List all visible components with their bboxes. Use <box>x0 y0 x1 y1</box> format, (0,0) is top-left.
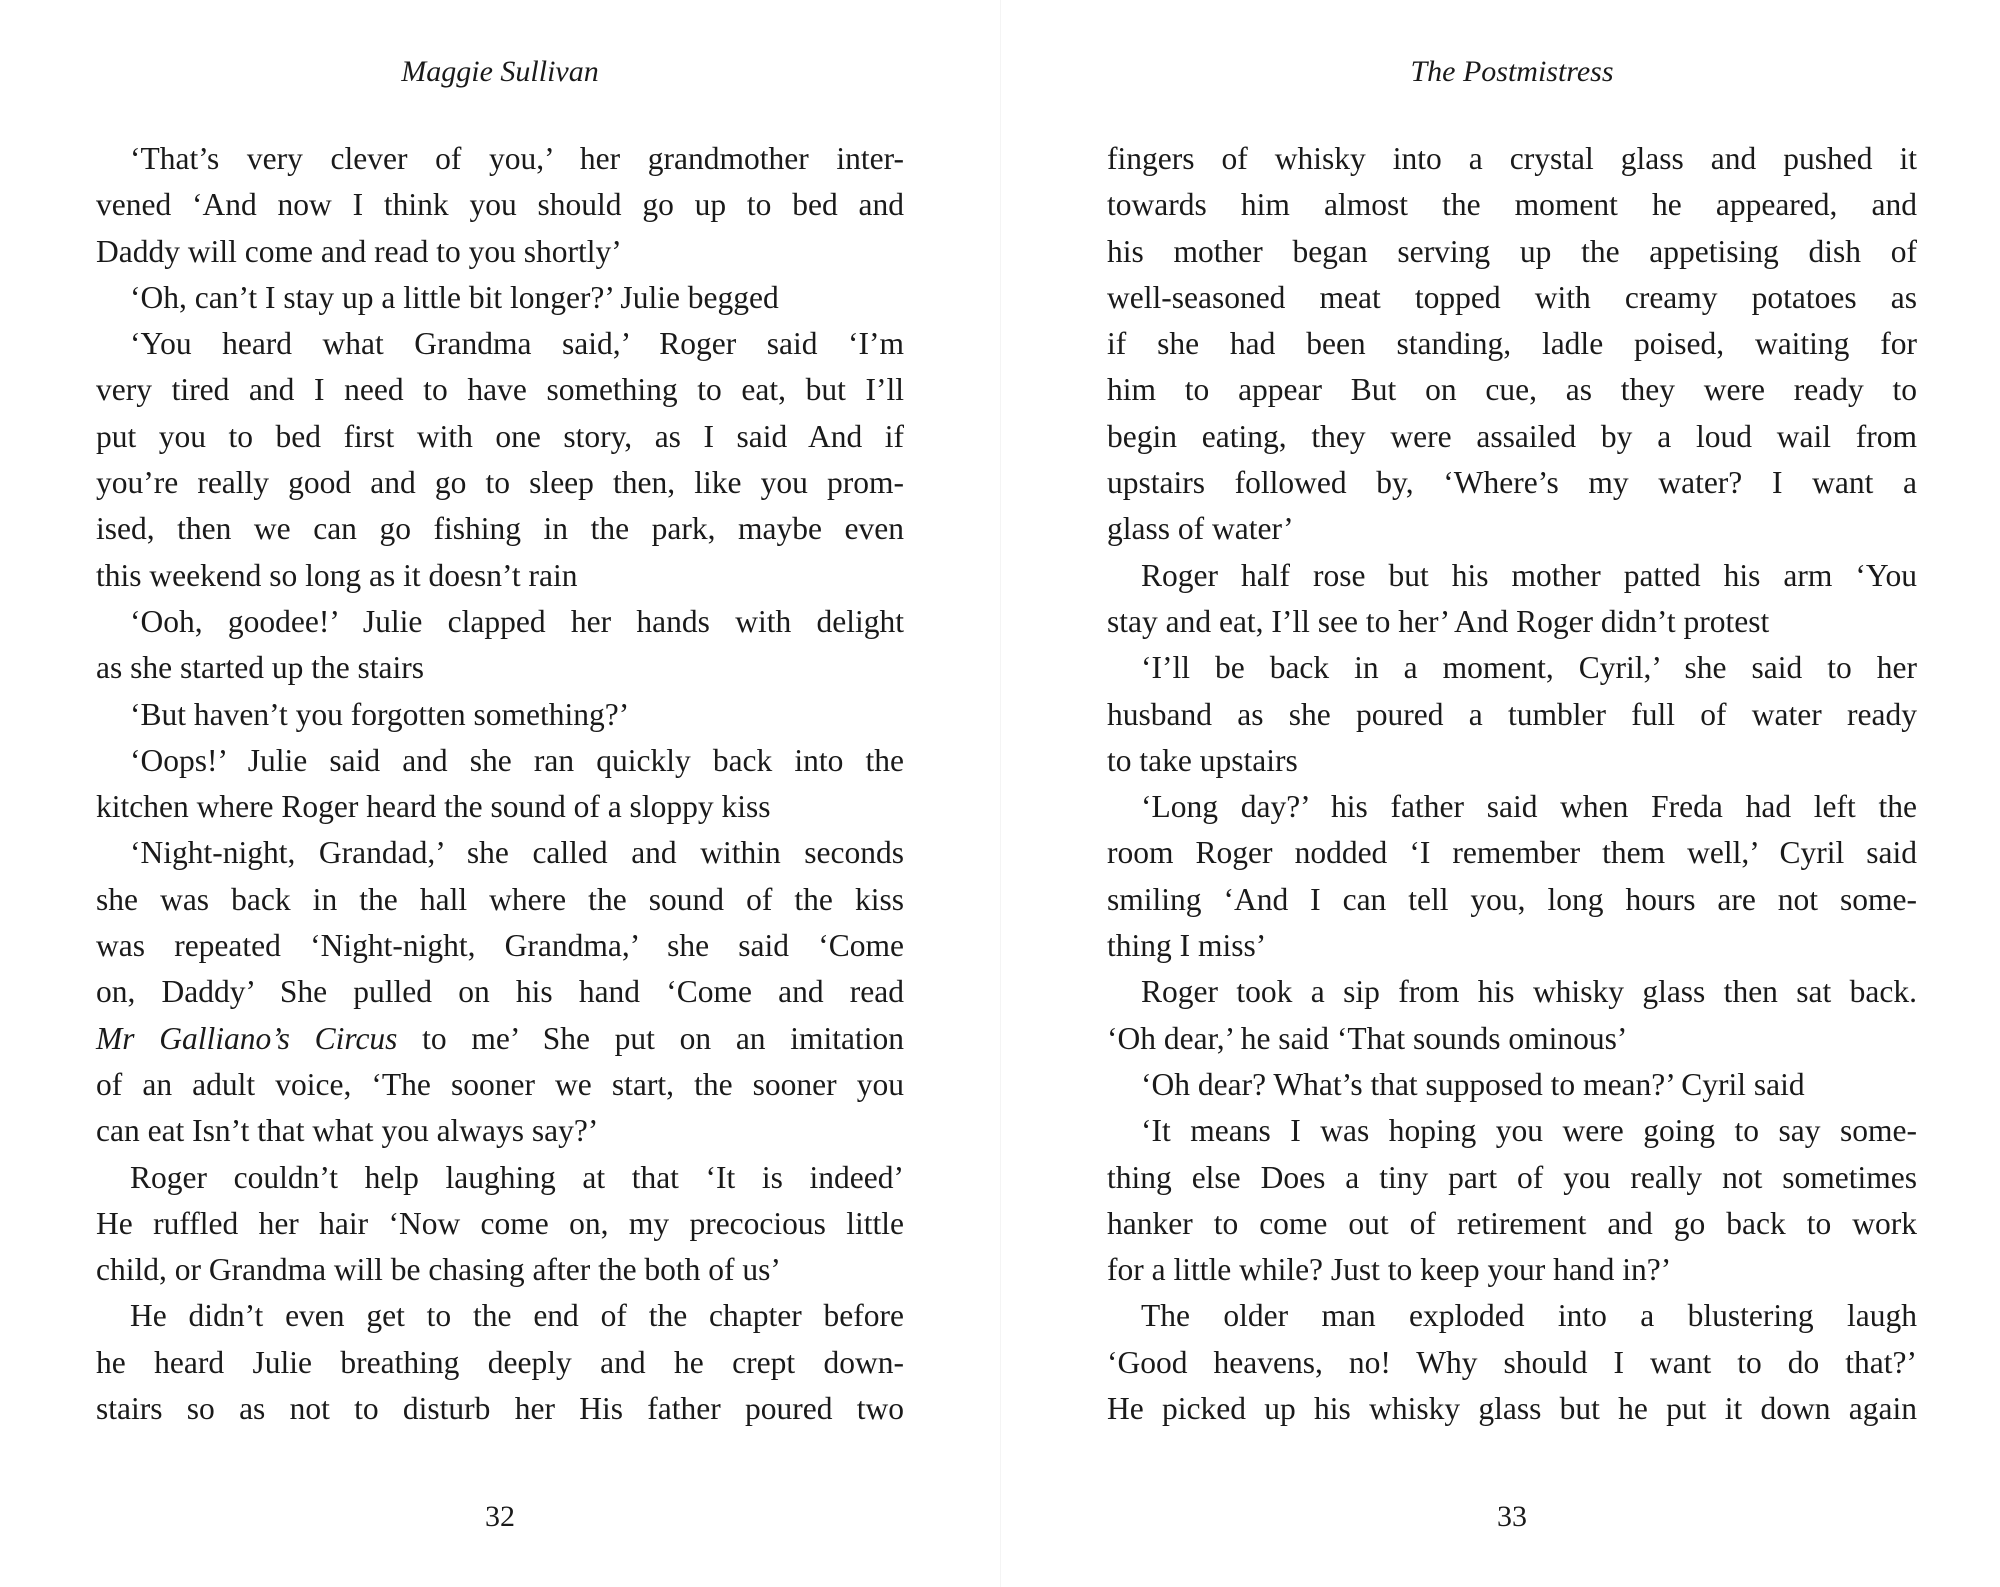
text-line: ised, then we can go fishing in the park, maybe even <box>96 511 904 547</box>
text-line: Roger couldn’t help laughing at that ‘It is indeed’ <box>130 1159 904 1195</box>
text-line: vened ‘And now I think you should go up to bed and <box>96 187 904 223</box>
text-line: upstairs followed by, ‘Where’s my water? I want a <box>1107 465 1917 501</box>
text-line: as she started up the stairs <box>96 650 425 686</box>
text-line: child, or Grandma will be chasing after the both of us’ <box>96 1252 781 1288</box>
text-line: well-seasoned meat topped with creamy potatoes as <box>1107 279 1917 315</box>
text-line: He picked up his whisky glass but he put it down again <box>1107 1391 1917 1427</box>
text-line: you’re really good and go to sleep then, like you prom- <box>96 465 904 501</box>
text-line: ‘Oops!’ Julie said and she ran quickly back into the <box>130 742 904 778</box>
text-line: towards him almost the moment he appeared, and <box>1107 187 1917 223</box>
text-line: his mother began serving up the appetising dish of <box>1107 233 1917 269</box>
text-line: she was back in the hall where the sound of the kiss <box>96 881 904 917</box>
text-line: ‘Oh dear? What’s that supposed to mean?’ Cyril said <box>1141 1066 1805 1102</box>
text-line: ‘That’s very clever of you,’ her grandmother inter- <box>130 141 904 176</box>
text-line: put you to bed first with one story, as I said And if <box>96 418 904 454</box>
text-line: Roger took a sip from his whisky glass then sat back. <box>1141 974 1917 1010</box>
text-line: Roger half rose but his mother patted his arm ‘You <box>1141 557 1917 593</box>
text-line: kitchen where Roger heard the sound of a sloppy kiss <box>96 789 771 825</box>
text-line: fingers of whisky into a crystal glass and pushed it <box>1107 141 1917 176</box>
right-page <box>1107 0 1917 1587</box>
text-line: to take upstairs <box>1107 742 1298 778</box>
text-line: stairs so as not to disturb her His father poured two <box>96 1391 904 1427</box>
running-head-title: The Postmistress <box>1410 55 1614 88</box>
italic-title-text: Mr Galliano’s Circus <box>96 1020 398 1056</box>
text-line: He ruffled her hair ‘Now come on, my precocious little <box>96 1205 904 1241</box>
text-line: ‘Oh dear,’ he said ‘That sounds ominous’ <box>1107 1020 1628 1056</box>
text-line: He didn’t even get to the end of the chapter before <box>130 1298 904 1334</box>
page-number-left: 32 <box>485 1500 515 1533</box>
text-line: was repeated ‘Night-night, Grandma,’ she said ‘Come <box>96 928 904 964</box>
text-line: him to appear But on cue, as they were ready to <box>1107 372 1917 408</box>
text-line: ‘Ooh, goodee!’ Julie clapped her hands with delight <box>130 603 904 639</box>
text-line: very tired and I need to have something to eat, but I’ll <box>96 372 904 408</box>
text-line: thing else Does a tiny part of you really not sometimes <box>1107 1159 1917 1195</box>
text-line: ‘Long day?’ his father said when Freda had left the <box>1141 789 1917 825</box>
gutter <box>1000 0 1001 1587</box>
text-segment: to me’ She put on an imitation <box>397 1020 904 1056</box>
text-line: ‘It means I was hoping you were going to say some- <box>1141 1113 1917 1149</box>
text-line: husband as she poured a tumbler full of water ready <box>1107 696 1917 732</box>
text-line: on, Daddy’ She pulled on his hand ‘Come and read <box>96 974 904 1010</box>
text-line: if she had been standing, ladle poised, waiting for <box>1107 326 1917 362</box>
right-page-text <box>1107 136 1917 1432</box>
text-line: ‘Night-night, Grandad,’ she called and within seconds <box>130 835 904 871</box>
text-line: ‘Oh, can’t I stay up a little bit longer?’ Julie begged <box>130 279 779 315</box>
text-line: smiling ‘And I can tell you, long hours are not some- <box>1107 881 1917 917</box>
text-line: this weekend so long as it doesn’t rain <box>96 557 578 593</box>
text-line: ‘You heard what Grandma said,’ Roger said ‘I’m <box>130 326 904 362</box>
text-line: ‘But haven’t you forgotten something?’ <box>130 696 630 732</box>
text-line: for a little while? Just to keep your hand in?’ <box>1107 1252 1672 1288</box>
running-head-author: Maggie Sullivan <box>401 55 599 88</box>
text-line: hanker to come out of retirement and go back to work <box>1107 1205 1917 1241</box>
text-line: Daddy will come and read to you shortly’ <box>96 233 622 269</box>
text-line: glass of water’ <box>1107 511 1294 547</box>
text-line: can eat Isn’t that what you always say?’ <box>96 1113 599 1149</box>
left-page <box>96 0 904 1587</box>
text-line: ‘I’ll be back in a moment, Cyril,’ she said to her <box>1141 650 1917 686</box>
text-line: he heard Julie breathing deeply and he crept down- <box>96 1344 904 1380</box>
text-line: The older man exploded into a blustering laugh <box>1141 1298 1917 1334</box>
text-line <box>96 1016 904 1062</box>
text-line: of an adult voice, ‘The sooner we start, the sooner you <box>96 1066 904 1102</box>
text-line: thing I miss’ <box>1107 928 1267 964</box>
text-line: stay and eat, I’ll see to her’ And Roger didn’t protest <box>1107 603 1770 639</box>
text-line: room Roger nodded ‘I remember them well,’ Cyril said <box>1107 835 1917 871</box>
left-page-text <box>96 136 904 1432</box>
text-line: begin eating, they were assailed by a loud wail from <box>1107 418 1917 454</box>
page-number-right: 33 <box>1497 1500 1527 1533</box>
text-line: ‘Good heavens, no! Why should I want to do that?’ <box>1107 1344 1917 1380</box>
